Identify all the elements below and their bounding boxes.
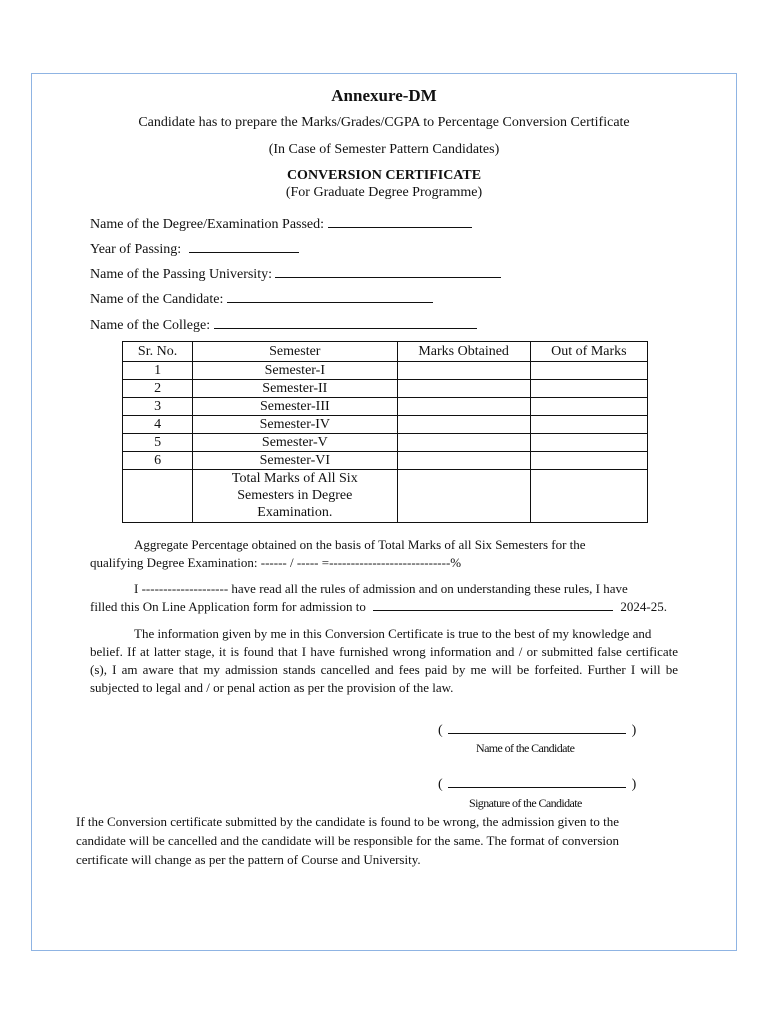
field-year (90, 240, 299, 258)
total-out-of-marks-cell (530, 470, 647, 523)
table-total-row (123, 470, 648, 523)
table-row (123, 452, 648, 470)
signature-line (438, 775, 636, 793)
out-of-marks-cell (530, 416, 647, 434)
sr-cell: 4 (123, 416, 193, 434)
declaration-line-2 (90, 598, 678, 616)
field-year-label: Year of Passing: (90, 242, 182, 257)
total-sr-cell (123, 470, 193, 523)
sr-cell: 3 (123, 398, 193, 416)
signature-of-candidate-label: Signature of the Candidate (469, 796, 582, 810)
pattern-line: (In Case of Semester Pattern Candidates) (268, 142, 500, 157)
table-row (123, 398, 648, 416)
marks-table (122, 341, 648, 523)
header-semester: Semester (193, 342, 397, 362)
information-paragraph (90, 625, 678, 697)
declaration-year: 2024-25. (620, 599, 667, 614)
certificate-title: CONVERSION CERTIFICATE (286, 168, 482, 183)
sr-cell: 2 (123, 380, 193, 398)
semester-cell: Semester-III (193, 398, 397, 416)
marks-obtained-cell (397, 416, 530, 434)
intro-line: Candidate has to prepare the Marks/Grades/CGPA to Percentage Conversion Certificate (138, 115, 630, 130)
programme-line: (For Graduate Degree Programme) (285, 185, 483, 200)
semester-cell: Semester-VI (193, 452, 397, 470)
open-paren: ( (438, 723, 443, 738)
table-header-row (123, 342, 648, 362)
sr-cell: 6 (123, 452, 193, 470)
name-blank (448, 721, 626, 734)
header-sr-no: Sr. No. (123, 342, 193, 362)
name-signature-line (438, 721, 636, 739)
total-label-line: Examination. (257, 505, 333, 520)
field-university-label: Name of the Passing University: (90, 267, 272, 282)
marks-obtained-cell (397, 380, 530, 398)
out-of-marks-cell (530, 452, 647, 470)
field-year-blank (189, 240, 299, 253)
field-university (90, 265, 501, 283)
out-of-marks-cell (530, 434, 647, 452)
field-degree-blank (328, 215, 472, 228)
aggregate-line-2: qualifying Degree Examination: ------ / ----- =----------------------------% (90, 555, 462, 570)
information-rest: belief. If at latter stage, it is found that I have furnished wrong information and / or submitted false certificate (s), I am aware that my admission stands cancelled and fees paid by me will be forfeited. Further I will be subjected to legal and / or penal action as per the provision of the law. (90, 644, 678, 695)
semester-cell: Semester-II (193, 380, 397, 398)
table-row (123, 362, 648, 380)
field-degree (90, 215, 472, 233)
marks-obtained-cell (397, 452, 530, 470)
declaration-line-1: I -------------------- have read all the rules of admission and on understanding these rules, I have (134, 581, 628, 596)
table-row (123, 416, 648, 434)
header-marks-obtained: Marks Obtained (397, 342, 530, 362)
marks-obtained-cell (397, 362, 530, 380)
footer-note: If the Conversion certificate submitted by the candidate is found to be wrong, the admission given to the candidate will be cancelled and the candidate will be responsible for the same. The format of conversion certificate will change as per the pattern of Course and University. (76, 814, 620, 867)
information-first-line: The information given by me in this Conversion Certificate is true to the best of my knowledge and (134, 626, 652, 641)
aggregate-paragraph (90, 536, 678, 572)
annexure-title: Annexure-DM (331, 86, 437, 105)
field-college-label: Name of the College: (90, 318, 211, 333)
signature-blank (448, 775, 626, 788)
header-out-of-marks: Out of Marks (530, 342, 647, 362)
table-row (123, 380, 648, 398)
semester-cell: Semester-V (193, 434, 397, 452)
field-candidate-blank (227, 290, 433, 303)
out-of-marks-cell (530, 362, 647, 380)
marks-obtained-cell (397, 434, 530, 452)
total-marks-obtained-cell (397, 470, 530, 523)
out-of-marks-cell (530, 380, 647, 398)
field-university-blank (275, 265, 501, 278)
declaration-line-2-prefix: filled this On Line Application form for admission to (90, 599, 366, 614)
close-paren: ) (631, 723, 637, 738)
admission-blank (373, 598, 613, 611)
marks-obtained-cell (397, 398, 530, 416)
table-row (123, 434, 648, 452)
field-candidate-label: Name of the Candidate: (90, 292, 224, 307)
aggregate-line-1: Aggregate Percentage obtained on the basis of Total Marks of all Six Semesters for the (134, 537, 586, 552)
field-college (90, 316, 477, 334)
open-paren: ( (438, 777, 443, 792)
name-of-candidate-label: Name of the Candidate (476, 741, 575, 755)
out-of-marks-cell (530, 398, 647, 416)
total-label-cell (193, 470, 397, 523)
declaration-paragraph (90, 580, 678, 616)
semester-cell: Semester-IV (193, 416, 397, 434)
total-label-line: Semesters in Degree (237, 488, 353, 503)
semester-cell: Semester-I (193, 362, 397, 380)
field-college-blank (214, 316, 477, 329)
sr-cell: 5 (123, 434, 193, 452)
close-paren: ) (631, 777, 637, 792)
field-degree-label: Name of the Degree/Examination Passed: (90, 217, 325, 232)
total-label-line: Total Marks of All Six (231, 471, 358, 486)
sr-cell: 1 (123, 362, 193, 380)
field-candidate (90, 290, 433, 308)
